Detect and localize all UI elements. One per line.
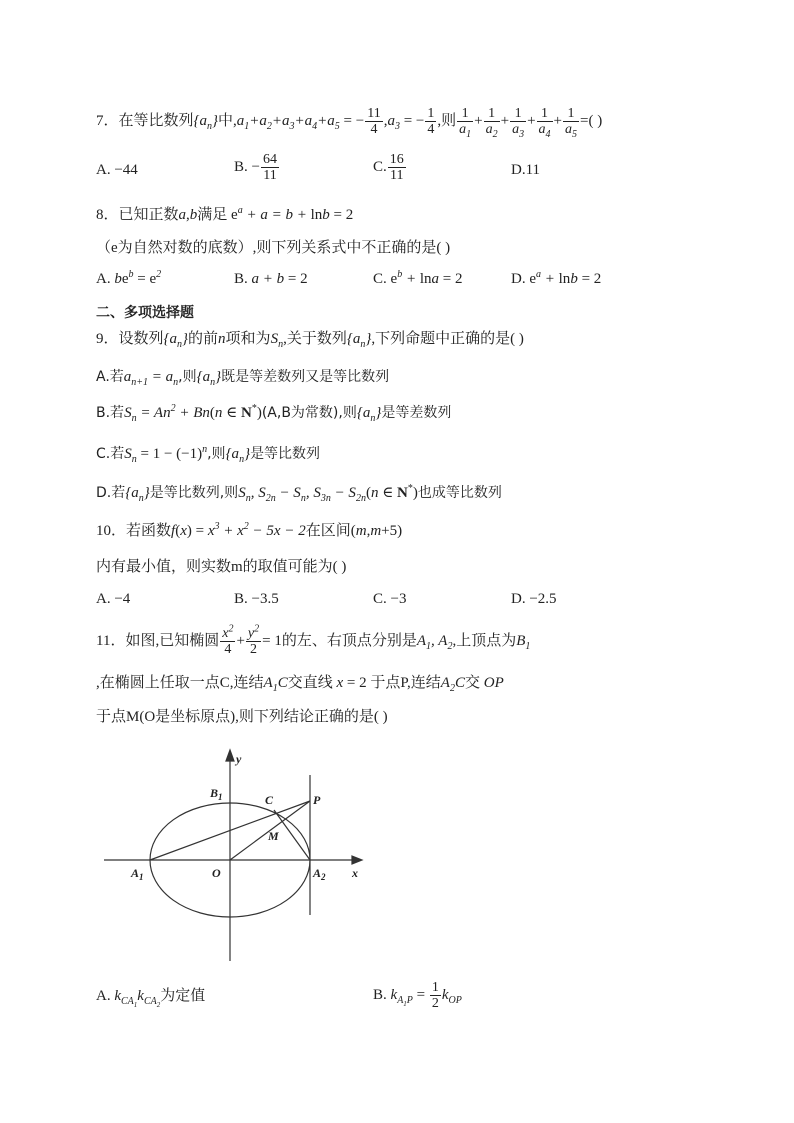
x-axis-label: x bbox=[352, 866, 358, 880]
q11-option-a: A. $k_{CA_1}k_{CA_2}$为定值 bbox=[96, 988, 206, 1009]
q10-option-c: C. −3 bbox=[373, 591, 407, 607]
label-A2: $A_2$ bbox=[313, 866, 326, 882]
q7-option-d: D.11 bbox=[511, 162, 541, 178]
q8-option-c: C. $e^b + \ln a = 2$ bbox=[373, 269, 463, 287]
label-C: C bbox=[265, 793, 274, 807]
q9-stem: 9．设数列$\{a_n\}$的前n项和为$S_n$,关于数列$\{a_n\}$,下列命题中正确的是( ) bbox=[96, 331, 524, 350]
section-title-multiple-choice: 二、多项选择题 bbox=[96, 305, 194, 321]
q9-option-b: B.若$S_n = An^2 + Bn(n$ ∈ N*)(A,B为常数),则$\{a_n\}$是等差数列 bbox=[96, 403, 452, 424]
q11-line3: 于点M(O是坐标原点),则下列结论正确的是( ) bbox=[96, 709, 388, 725]
ellipse-figure bbox=[100, 745, 370, 963]
q11-option-b: B. $k_{A_1P}$ = $\frac{1}{2}$ $k_{OP}$ bbox=[373, 980, 462, 1011]
x-axis-arrow bbox=[352, 856, 362, 864]
q9-option-a: A.若$a_{n+1} = a_n$,则$\{a_n\}$既是等差数列又是等比数列 bbox=[96, 369, 390, 388]
y-axis-arrow bbox=[226, 750, 234, 761]
label-M: M bbox=[268, 829, 279, 843]
q10-option-a: A. −4 bbox=[96, 591, 131, 607]
q8-option-a: A. $be^b = e^2$ bbox=[96, 269, 162, 287]
q10-option-d: D. −2.5 bbox=[511, 591, 557, 607]
label-A1: $A_1$ bbox=[131, 866, 144, 882]
q7-option-a: A. −44 bbox=[96, 162, 138, 178]
q7-option-b: B. − $\frac{64}{11}$ bbox=[234, 152, 277, 183]
y-axis-label: y bbox=[236, 752, 242, 766]
q8-option-d: D. $e^a + \ln b = 2$ bbox=[511, 269, 602, 287]
q10-option-b: B. −3.5 bbox=[234, 591, 279, 607]
q9-option-c: C.若$S_n = 1 - (-1)^n$,则$\{a_n\}$是等比数列 bbox=[96, 444, 321, 465]
q11-stem: 11．如图,已知椭圆 $\frac{x^2}{4}$ + $\frac{y^2}{2}$ = 1的左、右顶点分别是$A_1$, $A_2$,上顶点为$B_1$ bbox=[96, 623, 531, 657]
q7-option-c: C. $\frac{16}{11}$ bbox=[373, 152, 404, 183]
label-P: P bbox=[313, 793, 321, 807]
q7-stem: 7．在等比数列$\{a_n\}$中$,a_1+a_2+a_3+a_4+a_5$ = − $\frac{11}{4}$ $,a_3$ = − $\frac{1}{4}$ ,则 $\frac{1}{a_1}$ + $\frac{1}{a_2}$ + $\frac{1}{a_3}$ + $\frac{1}{a_4}$ + $\frac{1}{a_5}$ =( ) bbox=[96, 106, 603, 140]
q8-stem: 8．已知正数a,b满足 $e^a + a = b + \ln b = 2$ bbox=[96, 205, 354, 223]
q9-option-d: D.若$\{a_n\}$是等比数列,则$S_n$, $S_{2n} - S_n$, $S_{3n} - S_{2n}(n$ ∈ N*)也成等比数列 bbox=[96, 483, 502, 504]
q10-condition: 内有最小值，则实数m的取值可能为( ) bbox=[96, 559, 347, 575]
line-A2-C bbox=[274, 810, 310, 860]
origin-label: O bbox=[212, 866, 221, 880]
q8-option-b: B. a + b = 2 bbox=[234, 271, 308, 287]
q11-line2: ,在椭圆上任取一点C,连结$A_1C$交直线 x = 2 于点P,连结$A_2C$交 OP bbox=[96, 675, 504, 694]
label-B1: $B_1$ bbox=[210, 786, 223, 802]
q10-stem: 10．若函数$f(x) = x^3 + x^2 - 5x - 2$在区间(m,m+5) bbox=[96, 521, 403, 539]
q8-condition: （e为自然对数的底数）,则下列关系式中不正确的是( ) bbox=[96, 240, 451, 256]
